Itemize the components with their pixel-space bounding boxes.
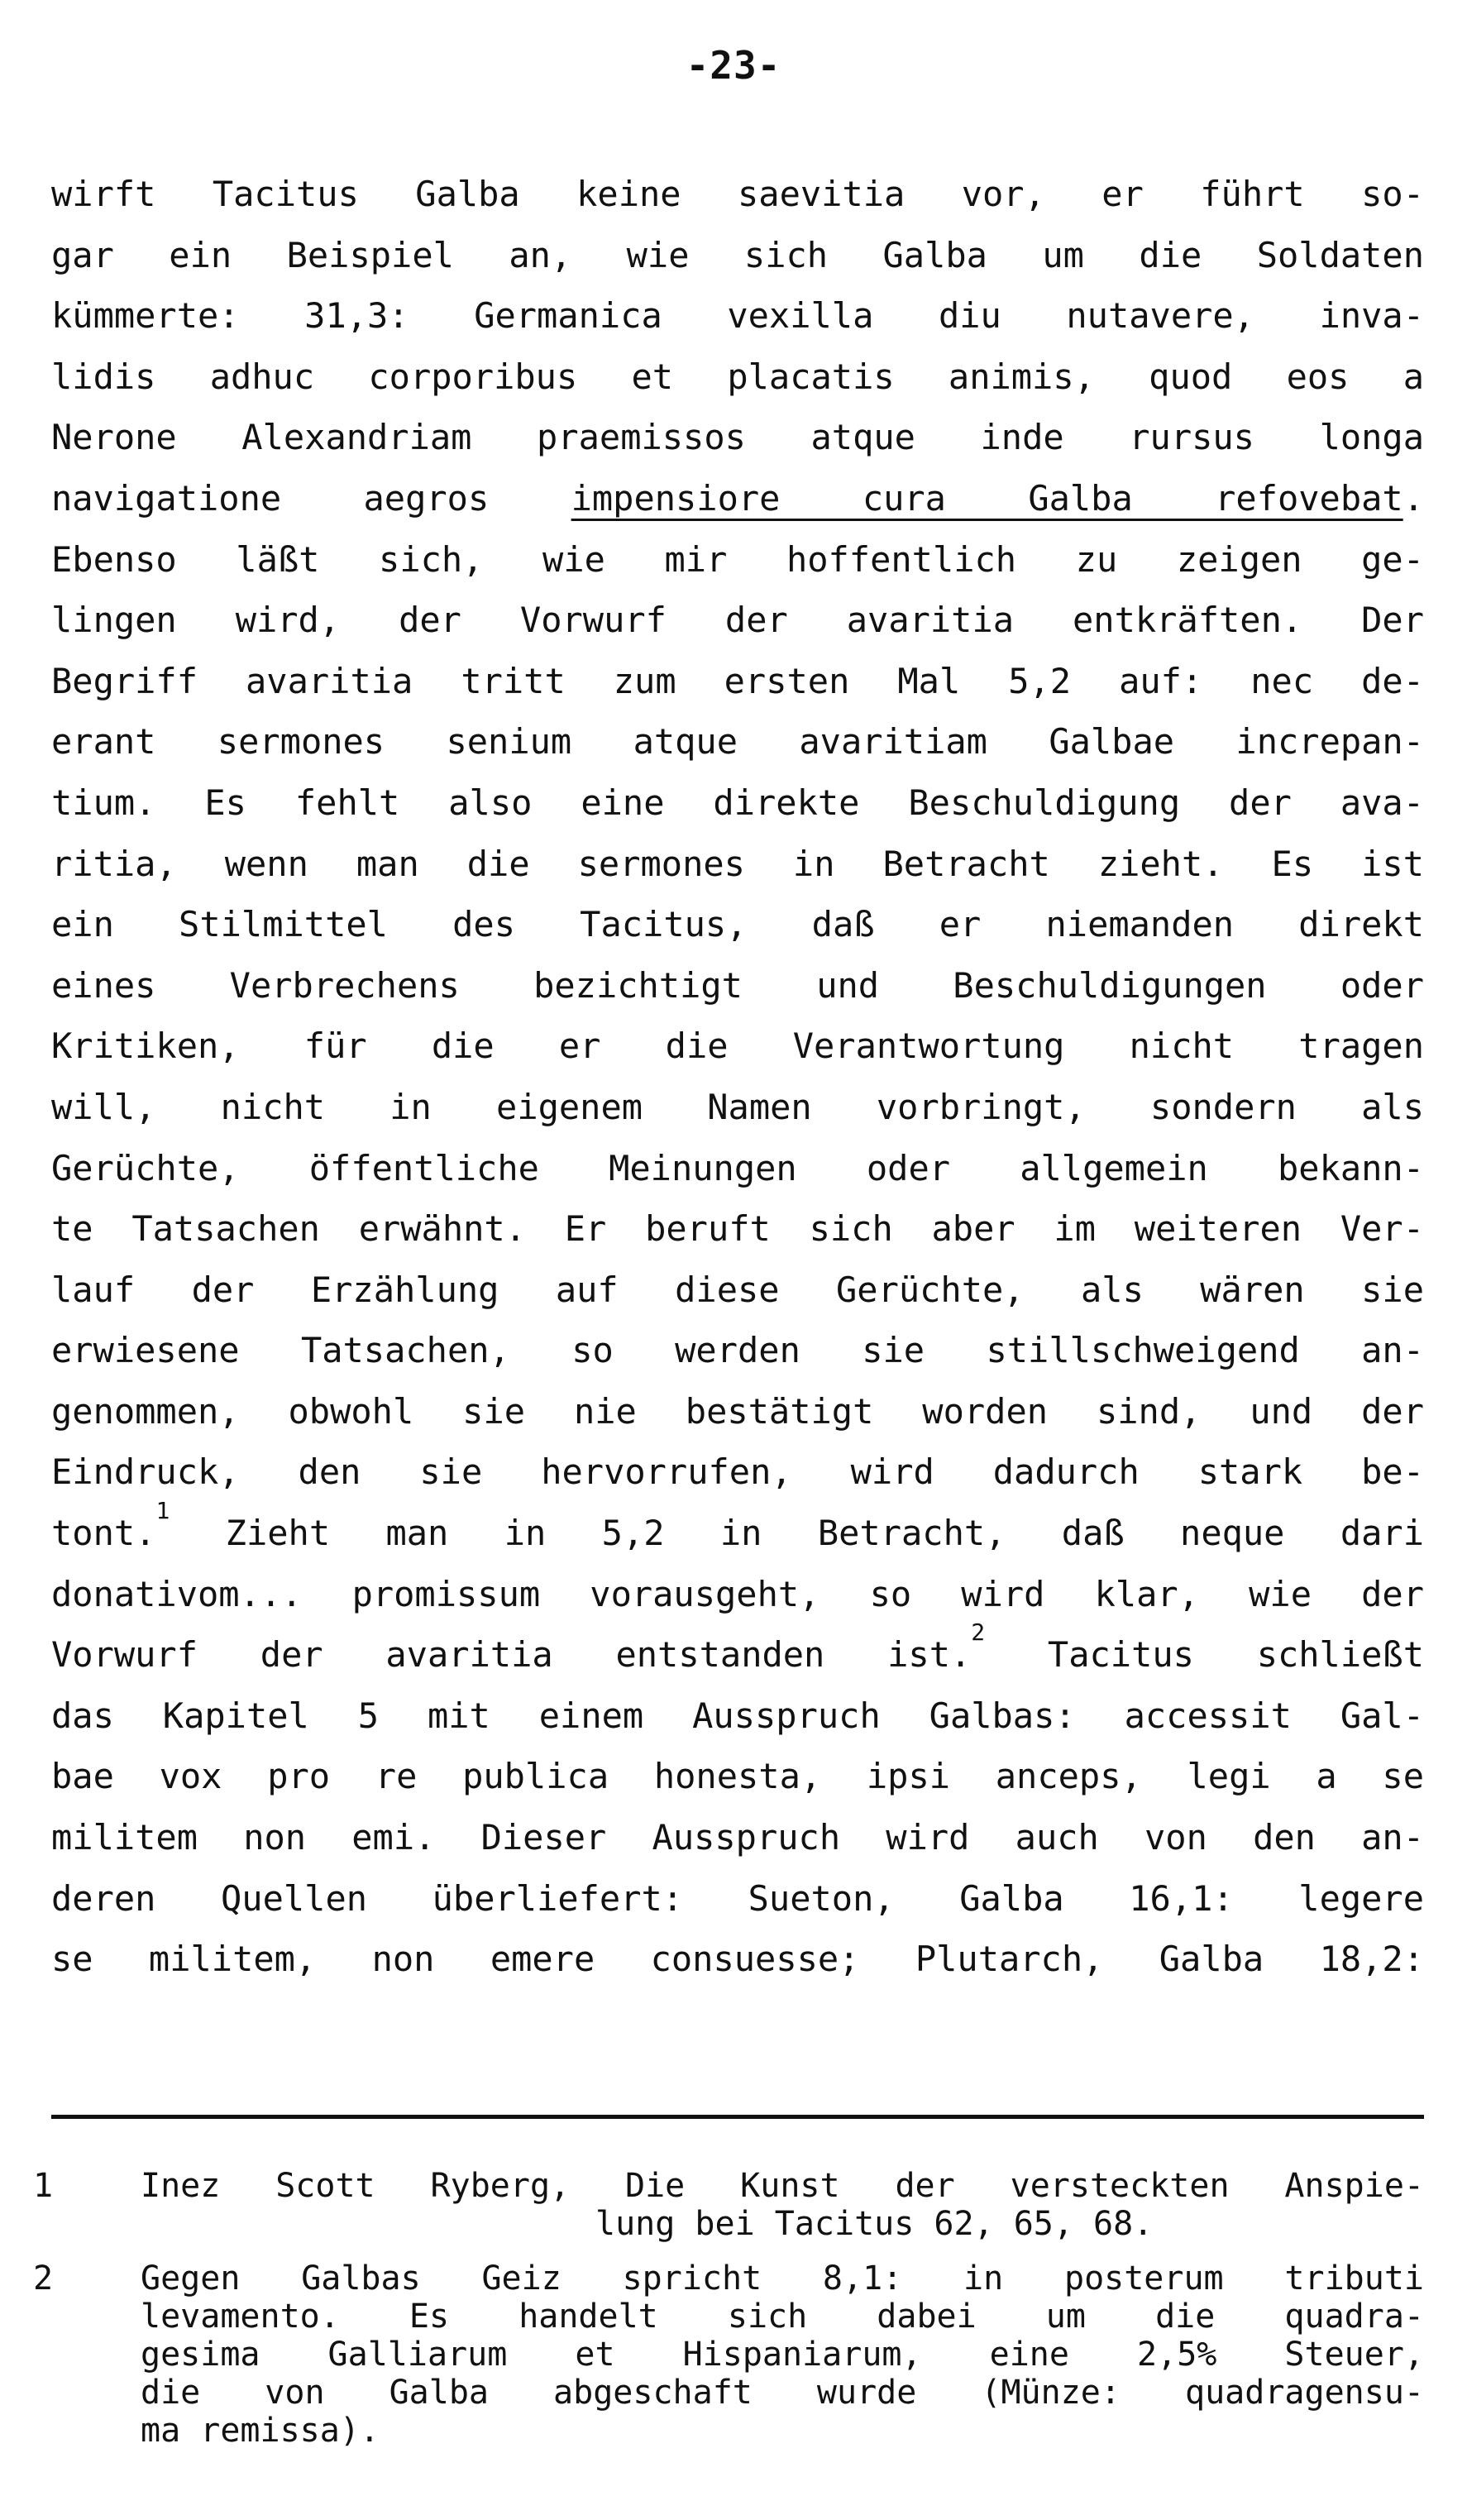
- footnote-text: [141, 2259, 1424, 2450]
- footnotes: [33, 2167, 1424, 2466]
- text-line: Begriff avaritia tritt zum ersten Mal 5,2 auf: nec de-: [51, 660, 1424, 701]
- text-line: donativom... promissum vorausgeht, so wird klar, wie der: [51, 1573, 1424, 1614]
- main-text: [51, 164, 1424, 1990]
- text-line: Kritiken, für die er die Verantwortung nicht tragen: [51, 1026, 1424, 1067]
- text-line: gar ein Beispiel an, wie sich Galba um die Soldaten: [51, 234, 1424, 275]
- text-line: [51, 1497, 1424, 1564]
- footnote-text: [141, 2167, 1424, 2243]
- page-number: -23-: [686, 43, 781, 88]
- footnote-number: 2: [33, 2259, 54, 2298]
- text-line: deren Quellen überliefert: Sueton, Galba 16,1: legere: [51, 1877, 1424, 1919]
- text-line: will, nicht in eigenem Namen vorbringt, sondern als: [51, 1086, 1424, 1127]
- footnote-line: Inez Scott Ryberg, Die Kunst der versteckten Anspie-: [141, 2167, 1424, 2205]
- text-segment: .: [1402, 477, 1424, 519]
- text-line: genommen, obwohl sie nie bestätigt worden sind, und der: [51, 1390, 1424, 1432]
- footnote-line: ma remissa).: [141, 2412, 380, 2450]
- text-line: se militem, non emere consuesse; Plutarch, Galba 18,2:: [51, 1939, 1424, 1980]
- text-segment: Zieht man in 5,2 in Betracht, daß neque dari: [170, 1513, 1424, 1554]
- footnote-divider: [51, 2115, 1424, 2119]
- text-line: lidis adhuc corporibus et placatis animis, quod eos a: [51, 356, 1424, 397]
- footnote-2: [33, 2259, 1424, 2450]
- text-line: tium. Es fehlt also eine direkte Beschuldigung der ava-: [51, 782, 1424, 823]
- text-line: bae vox pro re publica honesta, ipsi anceps, legi a se: [51, 1756, 1424, 1797]
- footnote-ref-1: 1: [155, 1497, 170, 1525]
- text-segment: Vorwurf der avaritia entstanden ist.: [51, 1634, 972, 1676]
- text-line: [51, 1619, 1424, 1686]
- text-line: erwiesene Tatsachen, so werden sie stillschweigend an-: [51, 1330, 1424, 1371]
- footnote-line: levamento. Es handelt sich dabei um die quadra-: [141, 2298, 1424, 2336]
- text-segment: Tacitus schließt: [985, 1634, 1424, 1676]
- text-line: das Kapitel 5 mit einem Ausspruch Galbas: accessit Gal-: [51, 1695, 1424, 1736]
- text-line: [51, 468, 1424, 529]
- text-line: kümmerte: 31,3: Germanica vexilla diu nutavere, inva-: [51, 295, 1424, 337]
- footnote-ref-2: 2: [971, 1619, 986, 1647]
- text-segment: navigatione aegros: [51, 477, 571, 519]
- footnote-line: Gegen Galbas Geiz spricht 8,1: in posterum tributi: [141, 2259, 1424, 2298]
- text-segment: tont.: [51, 1513, 156, 1554]
- footnote-line: gesima Galliarum et Hispaniarum, eine 2,5% Steuer,: [141, 2336, 1424, 2374]
- text-line: eines Verbrechens bezichtigt und Beschuldigungen oder: [51, 964, 1424, 1006]
- footnote-line: lung bei Tacitus 62, 65, 68.: [595, 2205, 1154, 2243]
- text-line: ritia, wenn man die sermones in Betracht zieht. Es ist: [51, 843, 1424, 884]
- text-line: Gerüchte, öffentliche Meinungen oder allgemein bekann-: [51, 1147, 1424, 1188]
- text-line: lauf der Erzählung auf diese Gerüchte, als wären sie: [51, 1269, 1424, 1310]
- text-line: Nerone Alexandriam praemissos atque inde rursus longa: [51, 417, 1424, 458]
- text-line: ein Stilmittel des Tacitus, daß er niemanden direkt: [51, 904, 1424, 945]
- footnote-line: die von Galba abgeschaft wurde (Münze: quadragensu-: [141, 2374, 1424, 2412]
- footnote-number: 1: [33, 2167, 54, 2205]
- text-line: wirft Tacitus Galba keine saevitia vor, er führt so-: [51, 174, 1424, 214]
- text-line: Ebenso läßt sich, wie mir hoffentlich zu zeigen ge-: [51, 538, 1424, 580]
- text-line: erant sermones senium atque avaritiam Galbae increpan-: [51, 721, 1424, 763]
- text-line: militem non emi. Dieser Ausspruch wird auch von den an-: [51, 1817, 1424, 1858]
- text-line: te Tatsachen erwähnt. Er beruft sich aber im weiteren Ver-: [51, 1208, 1424, 1250]
- underlined-quote: impensiore cura Galba refovebat: [571, 477, 1403, 519]
- text-line: Eindruck, den sie hervorrufen, wird dadurch stark be-: [51, 1451, 1424, 1493]
- footnote-1: [33, 2167, 1424, 2243]
- text-line: lingen wird, der Vorwurf der avaritia entkräften. Der: [51, 600, 1424, 641]
